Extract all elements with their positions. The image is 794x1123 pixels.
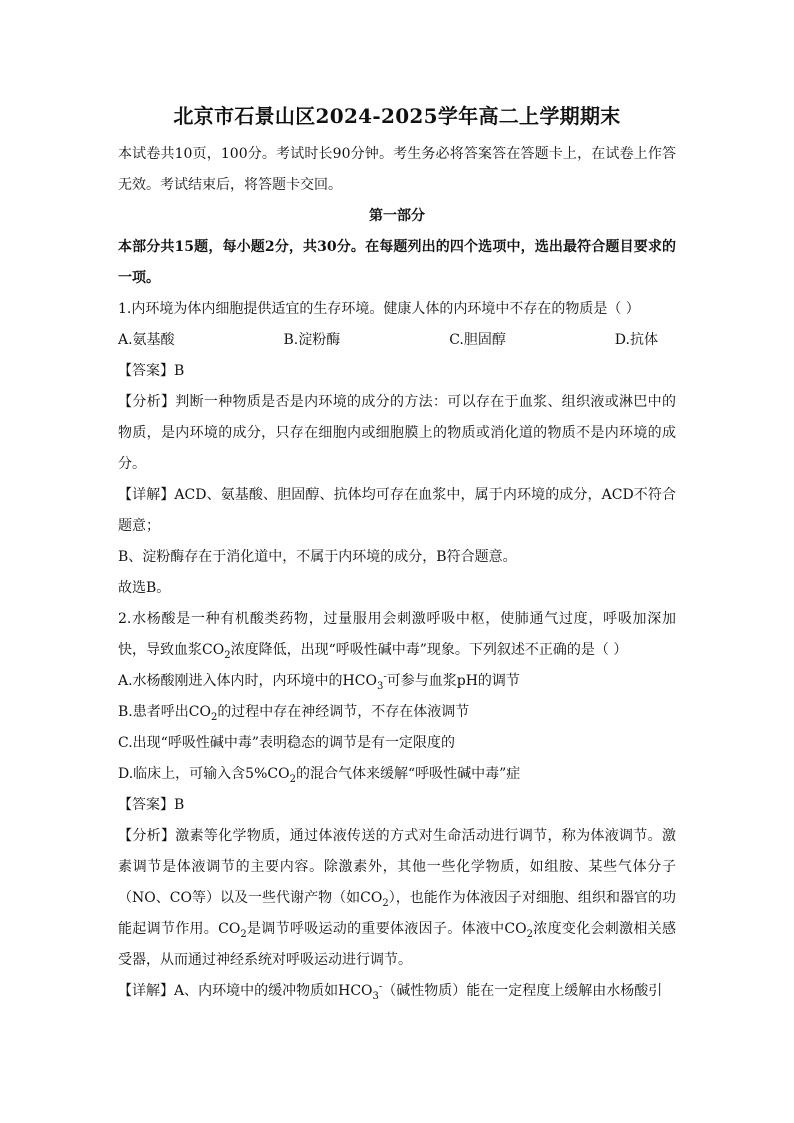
q1-detail-2: B、淀粉酶存在于消化道中，不属于内环境的成分，B符合题意。 — [118, 549, 517, 565]
q1-conclusion: 故选B。 — [118, 580, 171, 596]
question-1-stem: 1.内环境为体内细胞提供适宜的生存环境。健康人体的内环境中不存在的物质是（ ） — [118, 301, 640, 317]
part-instructions: 本部分共15题，每小题2分，共30分。在每题列出的四个选项中，选出最符合题目要求的一项。 — [118, 239, 676, 286]
q1-option-b: B.淀粉酶 — [283, 332, 341, 348]
q1-detail-1: 【详解】ACD、氨基酸、胆固醇、抗体均可存在血浆中，属于内环境的成分，ACD不符合题意； — [118, 487, 676, 534]
q1-analysis: 【分析】判断一种物质是否是内环境的成分的方法：可以存在于血浆、组织液或淋巴中的物质，是内环境的成分，只存在细胞内或细胞膜上的物质或消化道的物质不是内环境的成分。 — [118, 394, 676, 472]
q1-option-c: C.胆固醇 — [449, 332, 506, 348]
q2-option-c: C.出现“呼吸性碱中毒”表明稳态的调节是有一定限度的 — [118, 735, 455, 751]
q2-option-b: B.患者呼出$CO_2$的过程中存在神经调节，不存在体液调节 — [118, 704, 470, 723]
q2-answer: 【答案】B — [118, 797, 185, 813]
q1-answer: 【答案】B — [118, 363, 185, 379]
q1-option-a: A.氨基酸 — [118, 332, 175, 348]
q1-option-d: D.抗体 — [614, 332, 658, 348]
part-title: 第一部分 — [369, 208, 425, 224]
q2-option-d: D.临床上，可输入含$5\%CO_2$的混合气体来缓解“呼吸性碱中毒”症 — [118, 766, 521, 785]
q2-option-a: A.水杨酸刚进入体内时，内环境中的$HCO_3^-$可参与血浆pH的调节 — [118, 671, 520, 692]
document-title: 北京市石景山区2024-2025学年高二上学期期末 — [173, 104, 621, 128]
q2-detail: 【详解】A、内环境中的缓冲物质如$HCO_3^-$（碱性物质）能在一定程度上缓解由水杨酸引 — [118, 981, 663, 1002]
q2-analysis: 【分析】激素等化学物质，通过体液传送的方式对生命活动进行调节，称为体液调节。激素调节是体液调节的主要内容。除激素外，其他一些化学物质，如组胺、某些气体分子（NO、CO等）以及一些代谢产物（如$CO_2$），也能作为体液因子对细胞、组织和器官的功能起调节作用。$CO_2$是调节呼吸运动的重要体液因子。体液中$CO_2$浓度变化会刺激相关感受器，从而通过神经系统对呼吸运动进行调节。 — [118, 828, 677, 968]
question-1-options — [118, 325, 676, 356]
exam-instructions: 本试卷共10页，100分。考试时长90分钟。考生务必将答案答在答题卡上，在试卷上作答无效。考试结束后，将答题卡交回。 — [118, 146, 676, 193]
question-2-stem: 2.水杨酸是一种有机酸类药物，过量服用会刺激呼吸中枢，使肺通气过度，呼吸加深加快，导致血浆$CO_2$浓度降低，出现“呼吸性碱中毒”现象。下列叙述不正确的是（ ） — [118, 611, 676, 661]
